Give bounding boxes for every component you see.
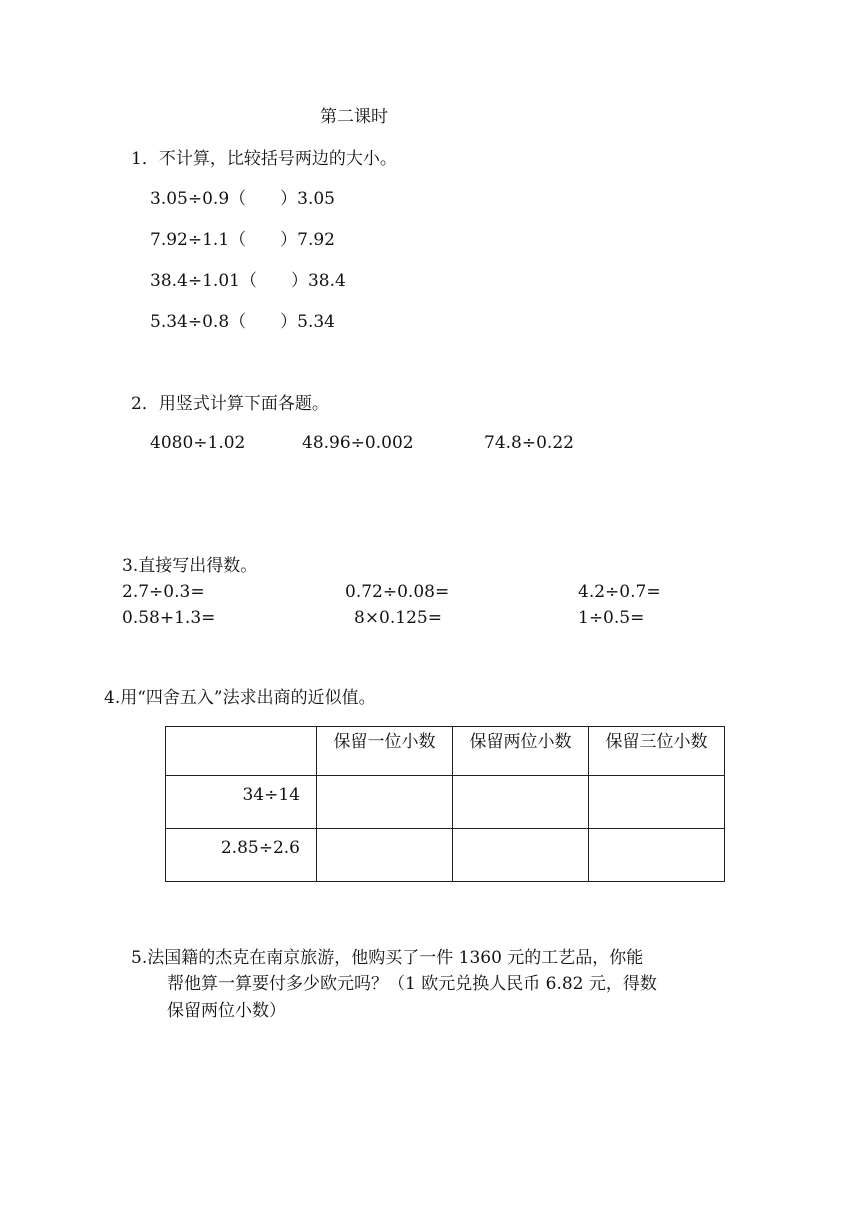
q1-item: 3.05÷0.9（ ）3.05 <box>150 189 335 209</box>
q1-item: 38.4÷1.01（ ）38.4 <box>150 271 346 291</box>
table-row <box>166 829 725 882</box>
q1-prompt: 1．不计算，比较括号两边的大小。 <box>131 149 397 169</box>
table-row <box>166 776 725 829</box>
answer-cell[interactable] <box>453 776 589 829</box>
q1-item: 7.92÷1.1（ ）7.92 <box>150 230 335 250</box>
q5-line: 帮他算一算要付多少欧元吗？（1 欧元兑换人民币 6.82 元，得数 <box>167 974 657 994</box>
answer-cell[interactable] <box>317 776 453 829</box>
q2-item: 48.96÷0.002 <box>302 433 414 453</box>
table-header-row <box>166 727 725 776</box>
q3-item: 4.2÷0.7= <box>578 582 661 602</box>
q2-item: 74.8÷0.22 <box>484 433 574 453</box>
table-header-cell: 保留两位小数 <box>453 727 589 776</box>
page-title: 第二课时 <box>320 107 388 127</box>
q4-prompt: 4.用“四舍五入”法求出商的近似值。 <box>104 688 376 708</box>
answer-cell[interactable] <box>453 829 589 882</box>
q3-item: 1÷0.5= <box>578 608 645 628</box>
table-corner-cell <box>166 727 317 776</box>
q2-prompt: 2．用竖式计算下面各题。 <box>131 394 329 414</box>
table-row-label: 34÷14 <box>166 776 317 829</box>
answer-cell[interactable] <box>589 776 725 829</box>
rounding-table <box>165 726 725 882</box>
q3-item: 0.58+1.3= <box>122 608 216 628</box>
answer-cell[interactable] <box>317 829 453 882</box>
table-header-cell: 保留三位小数 <box>589 727 725 776</box>
q3-item: 0.72÷0.08= <box>345 582 450 602</box>
q3-item: 2.7÷0.3= <box>122 582 205 602</box>
table-row-label: 2.85÷2.6 <box>166 829 317 882</box>
table-header-cell: 保留一位小数 <box>317 727 453 776</box>
q5-line: 5.法国籍的杰克在南京旅游，他购买了一件 1360 元的工艺品，你能 <box>131 948 644 968</box>
answer-cell[interactable] <box>589 829 725 882</box>
q3-item: 8×0.125= <box>354 608 442 628</box>
q5-line: 保留两位小数） <box>167 1001 286 1021</box>
q1-item: 5.34÷0.8（ ）5.34 <box>150 312 335 332</box>
q2-item: 4080÷1.02 <box>150 433 246 453</box>
q3-prompt: 3.直接写出得数。 <box>122 556 258 576</box>
